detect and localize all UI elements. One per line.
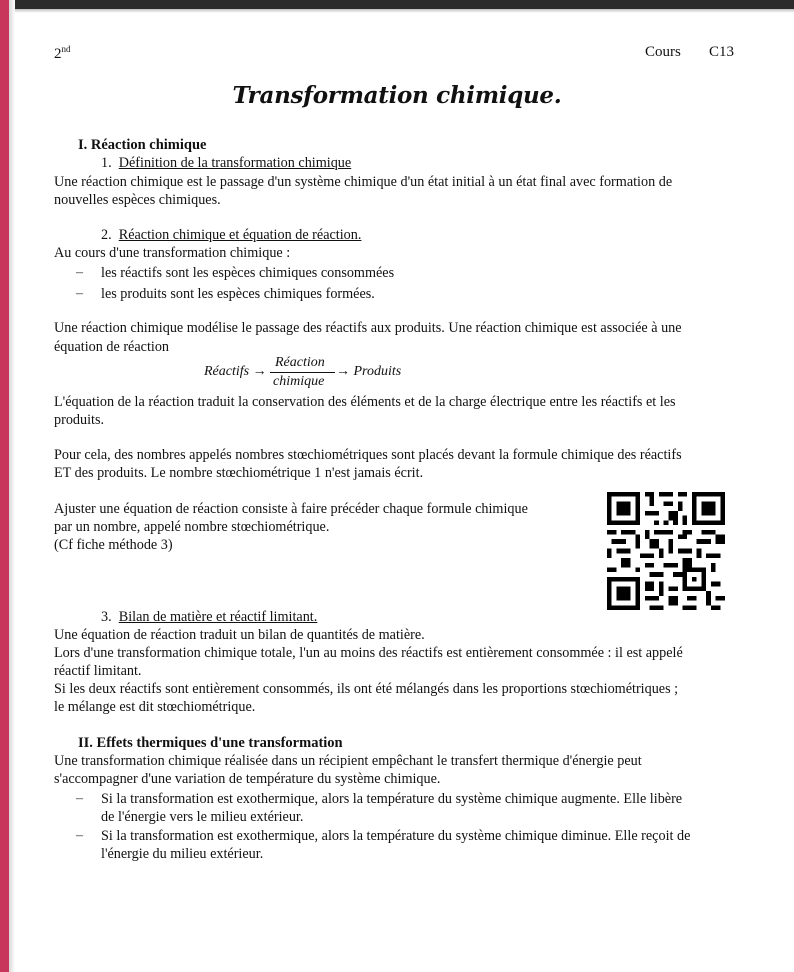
section-2-heading: II. Effets thermiques d'une transformation bbox=[78, 735, 343, 751]
paragraph-line: Une équation de réaction traduit un bilan de quantités de matière. bbox=[54, 627, 425, 643]
qr-code[interactable] bbox=[606, 492, 726, 610]
paragraph-line: par un nombre, appelé nombre stœchiométrique. bbox=[54, 519, 330, 535]
paragraph-line: Une réaction chimique modélise le passage des réactifs aux produits. Une réaction chimique est associée à une bbox=[54, 320, 682, 336]
bullet-item: les produits sont les espèces chimiques formées. bbox=[101, 286, 375, 302]
paragraph-line: équation de réaction bbox=[54, 339, 170, 355]
paragraph-line: Pour cela, des nombres appelés nombres stœchiométriques sont placés devant la formule chimique des réactifs bbox=[54, 447, 682, 463]
bullet-dash: – bbox=[76, 828, 83, 843]
equation-denominator: chimique bbox=[273, 374, 325, 389]
fraction-bar bbox=[270, 372, 335, 373]
page-left-shadow bbox=[9, 0, 15, 972]
paragraph-line: Une réaction chimique est le passage d'un système chimique d'un état initial à un état final avec formation de bbox=[54, 174, 673, 190]
section-1-heading: I. Réaction chimique bbox=[78, 137, 207, 153]
bullet-dash: – bbox=[76, 791, 83, 806]
paragraph-line: produits. bbox=[54, 412, 105, 428]
subsection-3-heading: 3. Bilan de matière et réactif limitant. bbox=[101, 609, 318, 625]
bullet-item-continued: l'énergie du milieu extérieur. bbox=[101, 846, 264, 862]
subsection-2-heading: 2. Réaction chimique et équation de réaction. bbox=[101, 227, 362, 243]
equation-left: Réactifs → bbox=[204, 364, 267, 379]
paragraph-line: s'accompagner d'une variation de température du système chimique. bbox=[54, 771, 441, 787]
paragraph-line: nouvelles espèces chimiques. bbox=[54, 192, 221, 208]
bullet-dash: – bbox=[76, 286, 83, 301]
page-top-shadow bbox=[0, 9, 794, 13]
bullet-dash: – bbox=[76, 265, 83, 280]
bullet-item: Si la transformation est exothermique, alors la température du système chimique diminue. Elle reçoit de bbox=[101, 828, 691, 844]
paragraph-line: ET des produits. Le nombre stœchiométrique 1 n'est jamais écrit. bbox=[54, 465, 424, 481]
equation-numerator: Réaction bbox=[275, 355, 325, 370]
paragraph-line: Lors d'une transformation chimique totale, l'un au moins des réactifs est entièrement consommée : il est appelé bbox=[54, 645, 683, 661]
bullet-item-continued: de l'énergie vers le milieu extérieur. bbox=[101, 809, 304, 825]
paragraph-line: Au cours d'une transformation chimique : bbox=[54, 245, 291, 261]
paragraph-line: Si les deux réactifs sont entièrement consommés, ils ont été mélangés dans les proportions stœchiométriques ; bbox=[54, 681, 679, 697]
bullet-item: les réactifs sont les espèces chimiques consommées bbox=[101, 265, 395, 281]
bullet-item: Si la transformation est exothermique, alors la température du système chimique augmente. Elle libère bbox=[101, 791, 683, 807]
equation-right: → Produits bbox=[336, 364, 402, 379]
chapter-code: C13 bbox=[709, 44, 735, 60]
cours-label: Cours bbox=[645, 44, 681, 60]
paragraph-line: réactif limitant. bbox=[54, 663, 142, 679]
paragraph-line: Une transformation chimique réalisée dans un récipient empêchant le transfert thermique d'énergie peut bbox=[54, 753, 642, 769]
paragraph-line: L'équation de la réaction traduit la conservation des éléments et de la charge électrique entre les réactifs et les bbox=[54, 394, 676, 410]
paragraph-line: le mélange est dit stœchiométrique. bbox=[54, 699, 256, 715]
class-level: 2nd bbox=[54, 44, 71, 62]
subsection-1-heading: 1. Définition de la transformation chimique bbox=[101, 155, 352, 171]
page-left-edge bbox=[0, 0, 9, 972]
paragraph-line: Ajuster une équation de réaction consiste à faire précéder chaque formule chimique bbox=[54, 501, 528, 517]
page-top-edge bbox=[0, 0, 794, 9]
page-title: Transformation chimique. bbox=[232, 82, 562, 109]
paragraph-line: (Cf fiche méthode 3) bbox=[54, 537, 173, 553]
